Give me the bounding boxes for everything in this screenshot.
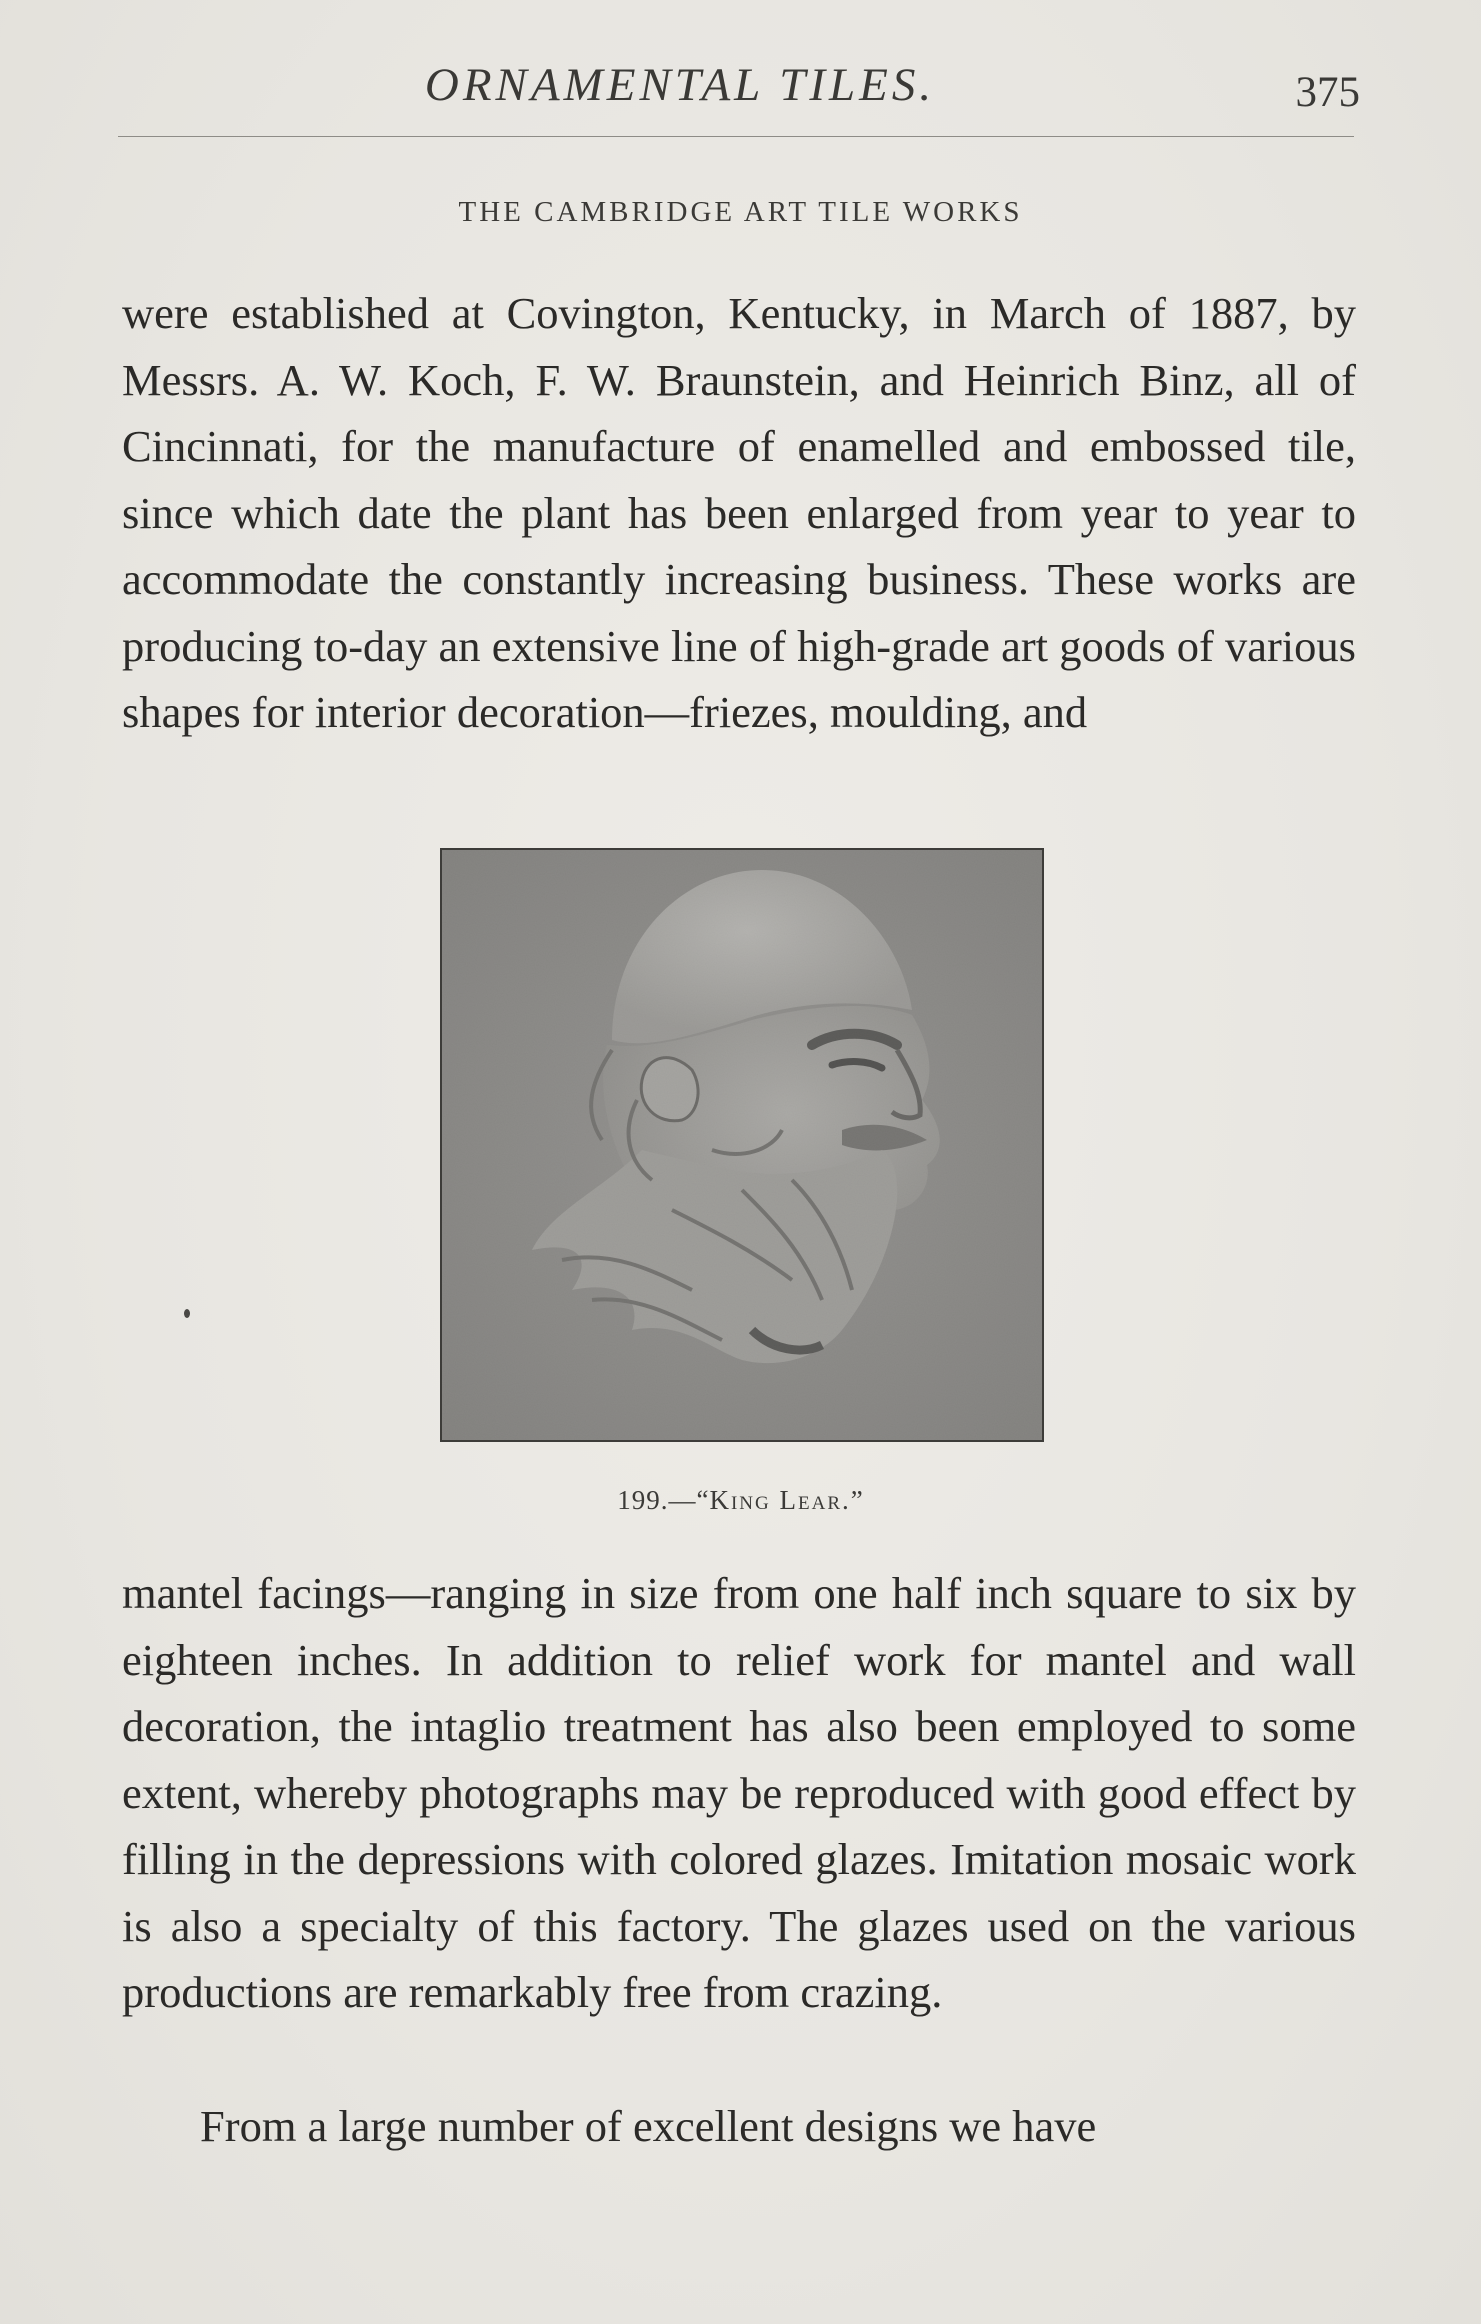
- running-head: [120, 58, 1360, 118]
- paragraph-1: were established at Covington, Kentucky, in March of 1887, by Messrs. A. W. Koch, F. W. Braunstein, and Heinrich Binz, all of Cincinnati, for the manufacture of enamelled and embossed tile, since which date the plant has been enlarged from year to year to accommodate the constantly increasing business. These works are producing to-day an extensive line of high-grade art goods of various shapes for interior decoration—friezes, moulding, and: [122, 288, 1356, 737]
- caption-close: ”: [850, 1485, 864, 1515]
- king-lear-relief-illustration: [442, 850, 1042, 1440]
- figure-caption: [0, 1485, 1481, 1516]
- paragraph-3: From a large number of excellent designs we have: [200, 2101, 1097, 2151]
- paragraph-2: mantel facings—ranging in size from one half inch square to six by eighteen inches. In addition to relief work for mantel and wall decoration, the intaglio treatment has also been employed to some extent, whereby photographs may be reproduced with good effect by filling in the depressions with colored glazes. Imitation mosaic work is also a specialty of this factory. The glazes used on the various productions are remarkably free from crazing.: [122, 1568, 1356, 2017]
- section-heading: THE CAMBRIDGE ART TILE WORKS: [458, 196, 1023, 228]
- caption-number: 199.—“: [617, 1485, 710, 1515]
- ink-speck: [184, 1309, 190, 1318]
- king-lear-relief-image: [440, 848, 1044, 1442]
- caption-title: King Lear.: [709, 1485, 851, 1515]
- header-rule: [118, 136, 1354, 137]
- page-number: 375: [1295, 69, 1360, 116]
- running-title: ORNAMENTAL TILES.: [424, 59, 936, 111]
